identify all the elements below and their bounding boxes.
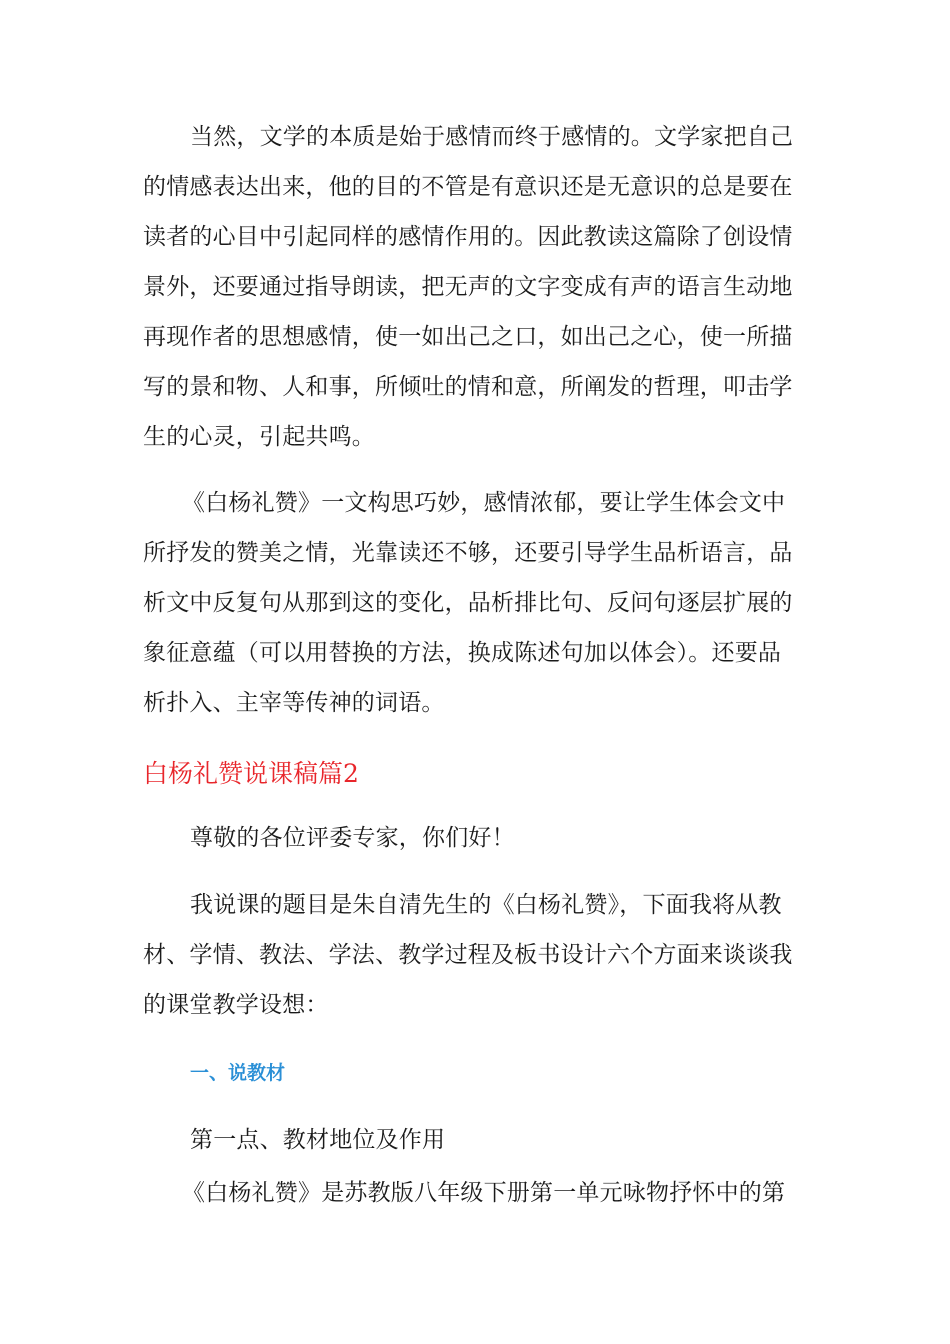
section-title: 白杨礼赞说课稿篇2 xyxy=(143,759,359,788)
paragraph-line: 析文中反复句从那到这的变化，品析排比句、反问句逐层扩展的 xyxy=(143,590,793,616)
paragraph-line: 材、学情、教法、学法、教学过程及板书设计六个方面来谈谈我 xyxy=(143,942,793,968)
paragraph-line: 所抒发的赞美之情，光靠读还不够，还要引导学生品析语言，品 xyxy=(143,540,793,566)
paragraph-line: 写的景和物、人和事，所倾吐的情和意，所阐发的哲理，叩击学 xyxy=(143,374,793,400)
paragraph-line: 再现作者的思想感情，使一如出己之口，如出己之心，使一所描 xyxy=(143,324,793,350)
paragraph-line: 生的心灵，引起共鸣。 xyxy=(143,424,375,450)
paragraph-line: 我说课的题目是朱自清先生的《白杨礼赞》，下面我将从教 xyxy=(190,892,782,918)
point-title: 第一点、教材地位及作用 xyxy=(190,1127,446,1153)
paragraph-line: 的情感表达出来，他的目的不管是有意识还是无意识的总是要在 xyxy=(143,174,793,200)
greeting-line: 尊敬的各位评委专家，你们好！ xyxy=(190,825,515,851)
paragraph-line: 析扑入、主宰等传神的词语。 xyxy=(143,690,445,716)
paragraph-line: 《白杨礼赞》是苏教版八年级下册第一单元咏物抒怀中的第 xyxy=(182,1180,786,1206)
subsection-title: 一、说教材 xyxy=(190,1062,286,1084)
paragraph-line: 的课堂教学设想： xyxy=(143,992,329,1018)
paragraph-line: 《白杨礼赞》一文构思巧妙，感情浓郁，要让学生体会文中 xyxy=(182,490,786,516)
paragraph-line: 象征意蕴（可以用替换的方法，换成陈述句加以体会）。还要品 xyxy=(143,640,782,666)
paragraph-line: 读者的心目中引起同样的感情作用的。因此教读这篇除了创设情 xyxy=(143,224,793,250)
paragraph-line: 当然，文学的本质是始于感情而终于感情的。文学家把自己 xyxy=(190,124,794,150)
paragraph-line: 景外，还要通过指导朗读，把无声的文字变成有声的语言生动地 xyxy=(143,274,793,300)
